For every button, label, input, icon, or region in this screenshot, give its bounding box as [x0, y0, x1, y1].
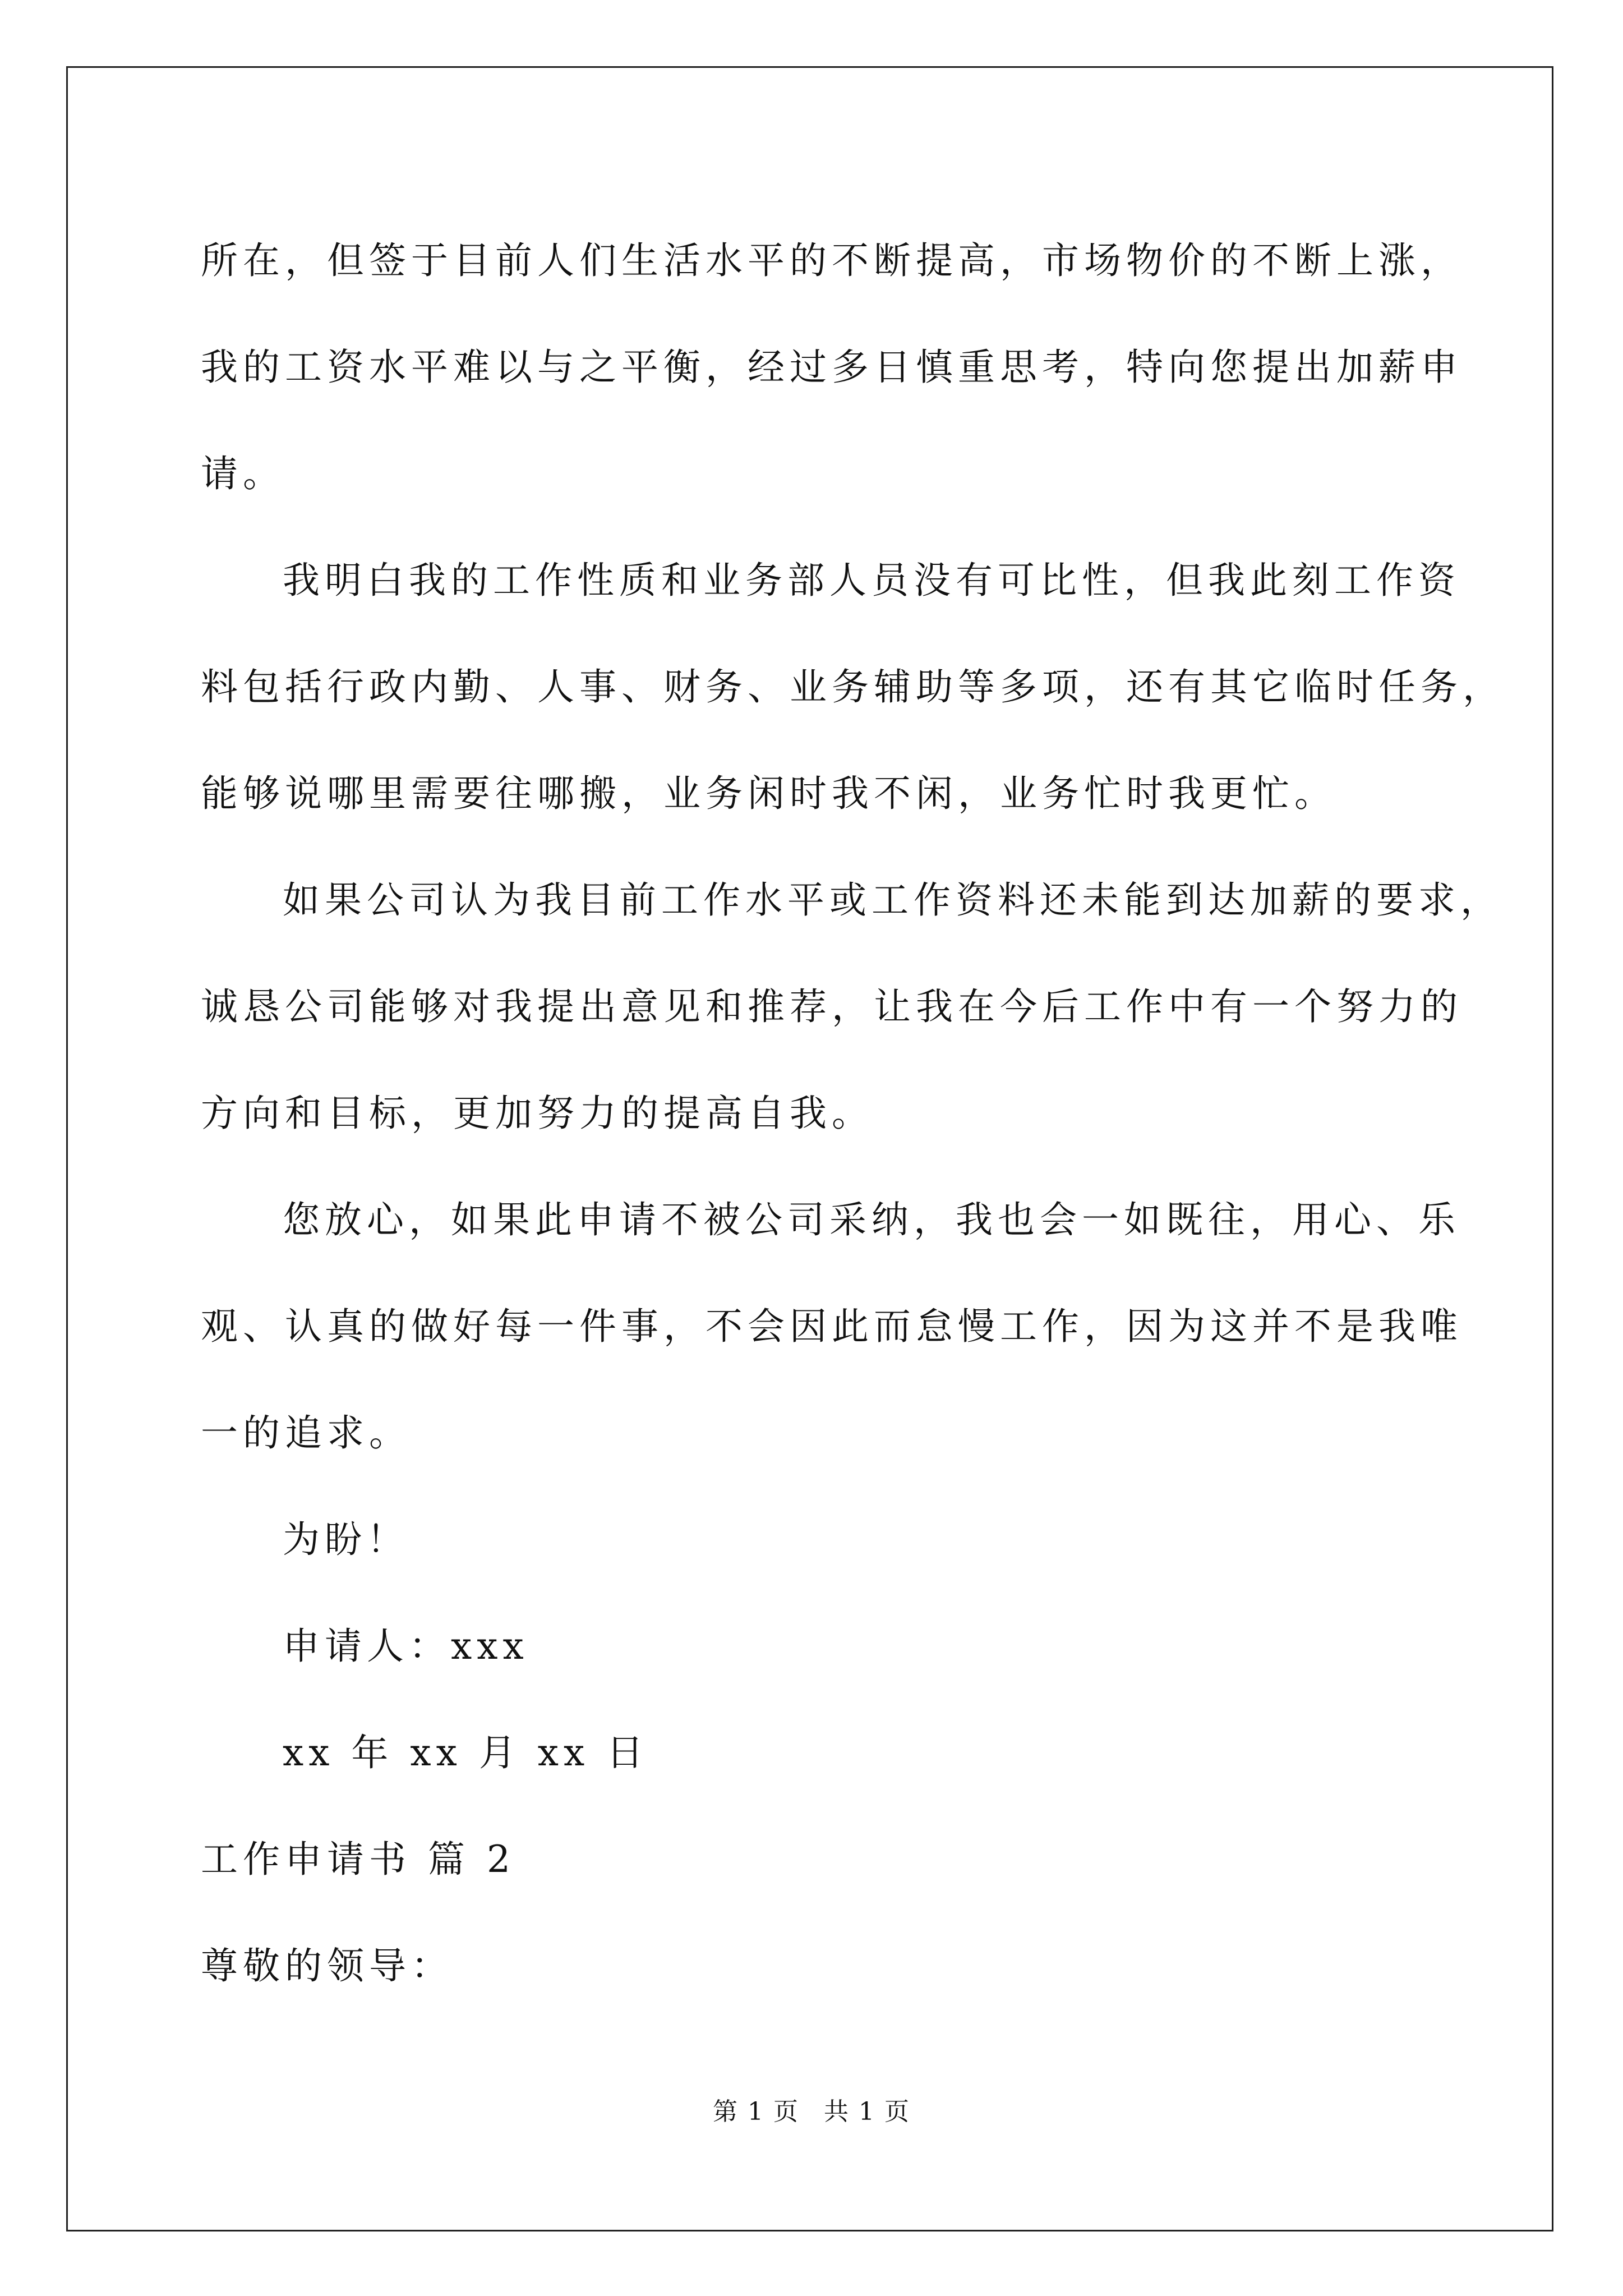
text-line: 能够说哪里需要往哪搬，业务闲时我不闲，业务忙时我更忙。 [201, 772, 1336, 815]
text-line: 方向和目标，更加努力的提高自我。 [201, 1092, 874, 1135]
text-line: 观、认真的做好每一件事，不会因此而怠慢工作，因为这并不是我唯 [201, 1305, 1463, 1348]
page-number: 第 1 页 [713, 2097, 799, 2126]
text-line: 诚恳公司能够对我提出意见和推荐，让我在今后工作中有一个努力的 [201, 985, 1463, 1028]
page-footer [0, 2095, 1623, 2129]
applicant-line: 申请人：xxx [283, 1625, 529, 1668]
closing-line: 为盼！ [283, 1518, 409, 1561]
text-line: 如果公司认为我目前工作水平或工作资料还未能到达加薪的要求， [283, 878, 1502, 922]
text-line: 请。 [201, 452, 285, 495]
section-title: 工作申请书 篇 2 [201, 1838, 515, 1881]
text-line: 料包括行政内勤、人事、财务、业务辅助等多项，还有其它临时任务， [201, 665, 1505, 708]
document-body [201, 208, 1505, 2019]
page-total: 共 1 页 [824, 2097, 910, 2126]
text-line: 一的追求。 [201, 1411, 411, 1455]
salutation-line: 尊敬的领导： [201, 1944, 453, 1987]
text-line: 所在，但签于目前人们生活水平的不断提高，市场物价的不断上涨， [201, 239, 1463, 282]
text-line: 您放心，如果此申请不被公司采纳，我也会一如既往，用心、乐 [283, 1198, 1460, 1241]
text-line: 我的工资水平难以与之平衡，经过多日慎重思考，特向您提出加薪申 [201, 346, 1463, 389]
text-line: 我明白我的工作性质和业务部人员没有可比性，但我此刻工作资 [283, 559, 1460, 602]
date-line: xx 年 xx 月 xx 日 [283, 1731, 649, 1774]
